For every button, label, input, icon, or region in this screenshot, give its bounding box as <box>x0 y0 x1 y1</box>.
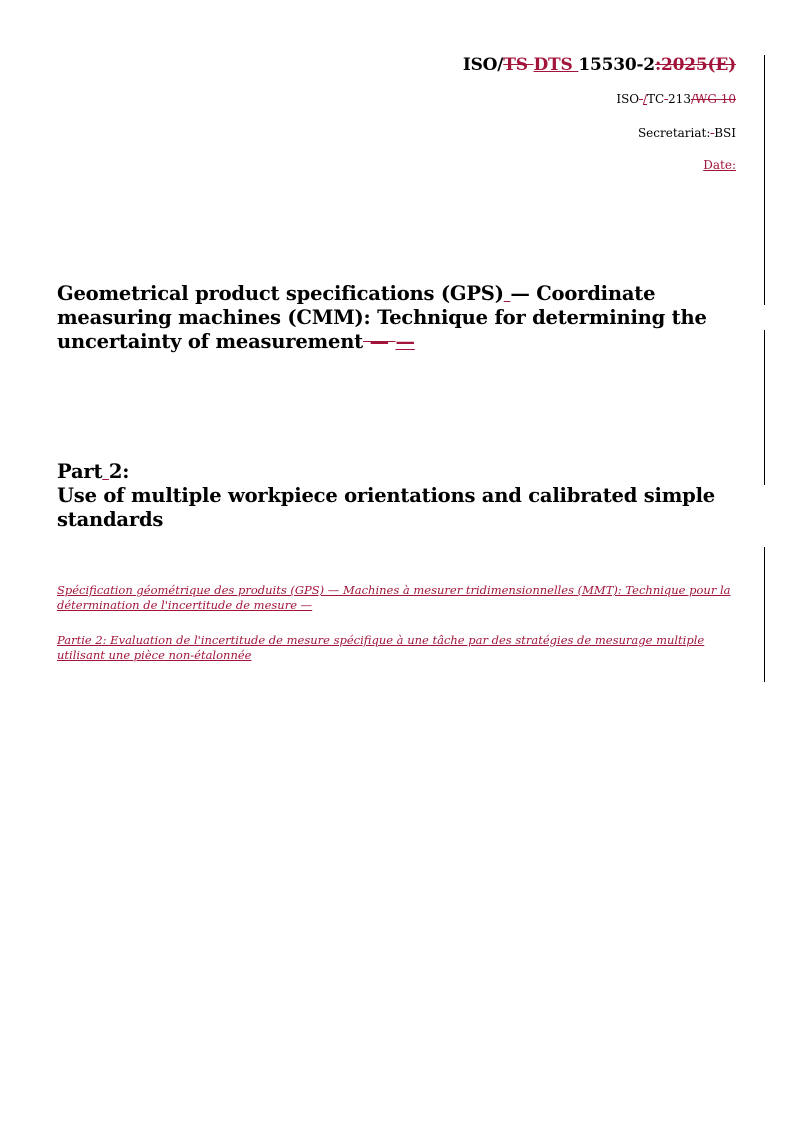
inserted-slash: / <box>642 92 648 106</box>
title-continuation: — Coordinate measuring machines (CMM): Technique for determining the uncertainty of measurement <box>57 282 707 353</box>
deleted-ts: TS <box>503 55 534 75</box>
secretariat-value: BSI <box>714 126 736 140</box>
inserted-dts: DTS <box>533 55 579 75</box>
committee-tc-number: 213 <box>668 92 691 106</box>
change-bar <box>764 55 765 305</box>
doc-prefix: ISO/ <box>462 55 504 75</box>
committee-reference <box>616 92 736 106</box>
french-title: Spécification géométrique des produits (GPS) — Machines à mesurer tridimensionnelles (MMT): Technique pour la détermination de l'incertitude de mesure — <box>57 583 731 612</box>
part-subtitle: Use of multiple workpiece orientations and calibrated simple standards <box>57 484 716 531</box>
change-bar <box>764 547 765 682</box>
title-gps: Geometrical product specifications (GPS) <box>57 282 504 305</box>
doc-number-value: 15530-2 <box>578 55 655 75</box>
part-number: 2: <box>108 460 130 483</box>
change-bar <box>764 330 765 485</box>
document-number <box>463 55 736 75</box>
changed-space <box>102 460 109 483</box>
part-heading <box>57 460 737 532</box>
deleted-working-group: /WG 10 <box>690 92 736 106</box>
french-part-title: Partie 2: Evaluation de l'incertitude de mesure spécifique à une tâche par des stratégies de mesurage multiple utilisant une pièce non-étalonnée <box>57 633 705 662</box>
committee-tc: TC <box>647 92 665 106</box>
date-label: Date: <box>703 158 736 172</box>
inserted-dash: — <box>395 330 415 353</box>
deleted-year: :2025(E) <box>654 55 736 75</box>
committee-iso: ISO <box>616 92 640 106</box>
secretariat <box>638 126 736 140</box>
secretariat-label: Secretariat: <box>637 126 711 140</box>
deleted-dash: — <box>362 330 396 353</box>
document-title <box>57 282 737 354</box>
part-label: Part <box>57 460 103 483</box>
part-label-line <box>57 460 737 484</box>
